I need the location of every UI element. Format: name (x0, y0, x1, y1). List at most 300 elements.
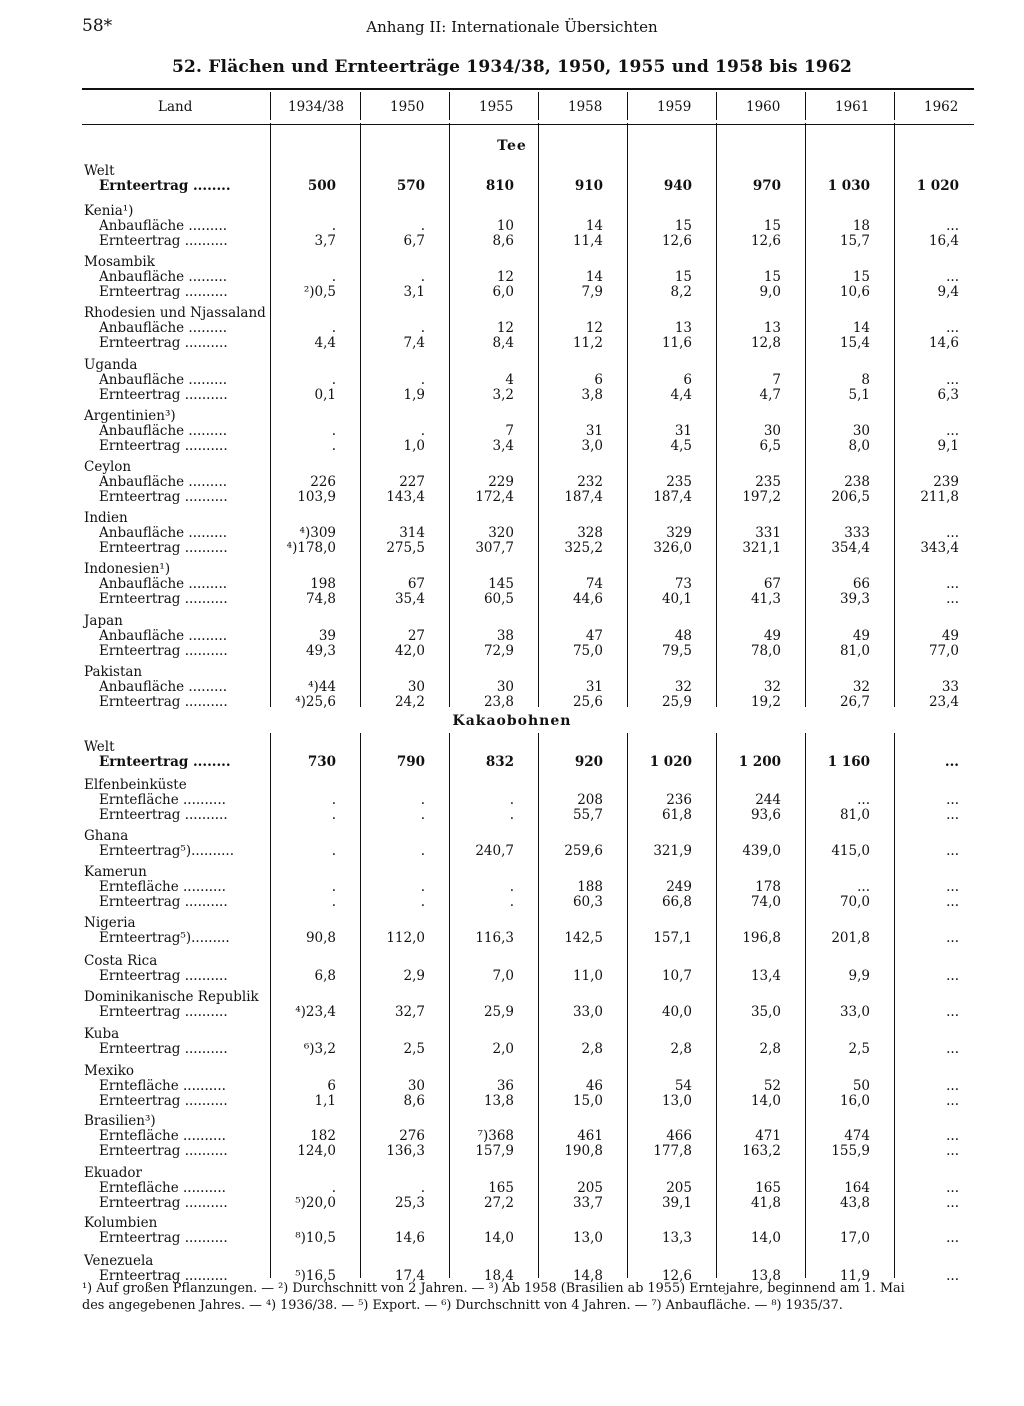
table-cell: 39 (318, 628, 336, 644)
table-cell: 11,9 (839, 1268, 870, 1284)
table-cell: ... (946, 807, 959, 823)
row-label: Anbaufläche ......... (99, 320, 228, 336)
table-cell: 90,8 (305, 930, 336, 946)
table-cell: 3,1 (403, 284, 425, 300)
column-rule (360, 92, 361, 120)
country-name: Nigeria (84, 915, 136, 931)
country-name: Ghana (84, 828, 129, 844)
table-cell: 2,8 (581, 1041, 603, 1057)
column-rule (805, 92, 806, 120)
table-cell: ⁵)16,5 (295, 1268, 336, 1284)
table-cell: ... (857, 879, 870, 895)
table-cell: . (331, 879, 336, 895)
table-cell: 5,1 (848, 387, 870, 403)
table-cell: ... (946, 525, 959, 541)
table-cell: 30 (852, 423, 870, 439)
table-cell: ⁴)44 (308, 679, 336, 695)
table-cell: 1,9 (403, 387, 425, 403)
table-cell: . (331, 792, 336, 808)
table-cell: 3,7 (314, 233, 336, 249)
column-rule (894, 92, 895, 120)
table-cell: . (420, 1180, 425, 1196)
country-name: Pakistan (84, 664, 143, 680)
table-cell: 61,8 (661, 807, 692, 823)
table-cell: 67 (407, 576, 425, 592)
table-cell: . (509, 807, 514, 823)
table-cell: 27 (407, 628, 425, 644)
table-cell: 74,0 (750, 894, 781, 910)
table-cell: 439,0 (742, 843, 781, 859)
row-label: Ernteertrag .......... (99, 1004, 228, 1020)
table-title: 52. Flächen und Ernteerträge 1934/38, 1950, 1955 und 1958 bis 1962 (171, 57, 853, 77)
table-cell: 196,8 (742, 930, 781, 946)
table-cell: 2,5 (848, 1041, 870, 1057)
table-cell: 1 160 (827, 754, 870, 770)
table-cell: 39,3 (839, 591, 870, 607)
table-cell: 307,7 (475, 540, 514, 556)
table-cell: 13,0 (661, 1093, 692, 1109)
table-cell: 9,4 (937, 284, 959, 300)
row-label: Ernteertrag .......... (99, 540, 228, 556)
country-name: Indien (84, 510, 128, 526)
table-cell: 3,8 (581, 387, 603, 403)
table-cell: 13,8 (750, 1268, 781, 1284)
table-cell: 15 (852, 269, 870, 285)
table-cell: . (420, 792, 425, 808)
table-cell: 7,9 (581, 284, 603, 300)
table-cell: . (331, 843, 336, 859)
table-cell: 165 (488, 1180, 514, 1196)
table-cell: 314 (399, 525, 425, 541)
table-cell: 1 200 (738, 754, 781, 770)
table-cell: 66 (852, 576, 870, 592)
row-label: Ernteertrag .......... (99, 643, 228, 659)
section-title: Kakaobohnen (452, 713, 572, 729)
column-rule (716, 92, 717, 120)
country-name: Rhodesien und Njassaland (84, 305, 266, 321)
table-cell: ⁴)25,6 (295, 694, 336, 710)
table-cell: 832 (485, 754, 514, 770)
table-cell: 8,0 (848, 438, 870, 454)
table-cell: 178 (755, 879, 781, 895)
table-cell: 30 (407, 679, 425, 695)
table-cell: 26,7 (839, 694, 870, 710)
table-cell: 7,4 (403, 335, 425, 351)
table-cell: 4,4 (670, 387, 692, 403)
table-cell: 6 (327, 1078, 336, 1094)
table-cell: 6,3 (937, 387, 959, 403)
table-cell: ... (946, 968, 959, 984)
table-cell: 33,0 (839, 1004, 870, 1020)
table-cell: 16,0 (839, 1093, 870, 1109)
country-name: Indonesien¹) (84, 561, 171, 577)
table-cell: 78,0 (750, 643, 781, 659)
country-name: Dominikanische Republik (84, 989, 259, 1005)
table-cell: 7,0 (492, 968, 514, 984)
table-cell: 33 (941, 679, 959, 695)
country-name: Kenia¹) (84, 203, 134, 219)
table-cell: 790 (396, 754, 425, 770)
table-cell: 920 (574, 754, 603, 770)
table-cell: 259,6 (564, 843, 603, 859)
table-cell: 172,4 (475, 489, 514, 505)
table-cell: 7 (772, 372, 781, 388)
table-cell: 103,9 (297, 489, 336, 505)
table-cell: 74,8 (305, 591, 336, 607)
table-cell: 12 (496, 269, 514, 285)
country-name: Brasilien³) (84, 1113, 156, 1129)
table-cell: 275,5 (386, 540, 425, 556)
table-cell: ⁸)10,5 (295, 1230, 336, 1246)
table-cell: 79,5 (661, 643, 692, 659)
column-header-year: 1950 (390, 99, 425, 115)
table-cell: . (331, 218, 336, 234)
column-header-row (82, 88, 974, 125)
table-cell: 1,1 (314, 1093, 336, 1109)
table-cell: . (331, 807, 336, 823)
column-rule (538, 92, 539, 120)
table-cell: 40,0 (661, 1004, 692, 1020)
country-name: Venezuela (84, 1253, 154, 1269)
row-label: Anbaufläche ......... (99, 474, 228, 490)
country-name: Kolumbien (84, 1215, 158, 1231)
table-cell: 970 (752, 178, 781, 194)
table-cell: 14,6 (928, 335, 959, 351)
row-label: Ernteertrag .......... (99, 1195, 228, 1211)
table-cell: 38 (496, 628, 514, 644)
table-cell: 2,9 (403, 968, 425, 984)
table-cell: . (331, 423, 336, 439)
row-label: Anbaufläche ......... (99, 269, 228, 285)
table-cell: 112,0 (386, 930, 425, 946)
table-cell: 12,6 (661, 233, 692, 249)
table-cell: 163,2 (742, 1143, 781, 1159)
table-cell: 6 (594, 372, 603, 388)
table-cell: . (420, 423, 425, 439)
table-cell: 14,0 (750, 1093, 781, 1109)
row-label: Ernteertrag .......... (99, 1143, 228, 1159)
table-cell: 15 (763, 269, 781, 285)
column-rule (360, 123, 361, 707)
table-cell: 8 (861, 372, 870, 388)
table-cell: 25,9 (483, 1004, 514, 1020)
column-header-land: Land (158, 99, 193, 115)
table-cell: ... (946, 591, 959, 607)
table-cell: 35,0 (750, 1004, 781, 1020)
column-rule (270, 123, 271, 707)
table-cell: . (420, 894, 425, 910)
table-cell: 325,2 (564, 540, 603, 556)
table-cell: 54 (674, 1078, 692, 1094)
table-cell: 2,0 (492, 1041, 514, 1057)
table-cell: 2,8 (670, 1041, 692, 1057)
table-cell: 240,7 (475, 843, 514, 859)
row-label: Erntefläche .......... (99, 1128, 226, 1144)
table-cell: . (331, 320, 336, 336)
table-cell: 187,4 (653, 489, 692, 505)
table-cell: 276 (399, 1128, 425, 1144)
table-cell: 81,0 (839, 807, 870, 823)
table-cell: ... (946, 372, 959, 388)
table-cell: 49 (763, 628, 781, 644)
table-cell: 43,8 (839, 1195, 870, 1211)
row-label: Anbaufläche ......... (99, 576, 228, 592)
table-cell: 321,1 (742, 540, 781, 556)
table-cell: 164 (844, 1180, 870, 1196)
table-cell: 321,9 (653, 843, 692, 859)
table-cell: 10,7 (661, 968, 692, 984)
row-label: Ernteertrag .......... (99, 1093, 228, 1109)
column-header-year: 1960 (746, 99, 781, 115)
row-label: Erntefläche .......... (99, 879, 226, 895)
table-cell: 201,8 (831, 930, 870, 946)
table-cell: ... (946, 1078, 959, 1094)
table-cell: 333 (844, 525, 870, 541)
table-cell: 81,0 (839, 643, 870, 659)
table-cell: 17,0 (839, 1230, 870, 1246)
table-cell: 13 (674, 320, 692, 336)
table-cell: ... (946, 1128, 959, 1144)
table-cell: 14 (585, 218, 603, 234)
row-label: Ernteertrag ........ (99, 754, 231, 770)
table-cell: 93,6 (750, 807, 781, 823)
table-cell: ... (946, 1041, 959, 1057)
table-cell: 143,4 (386, 489, 425, 505)
table-cell: 9,1 (937, 438, 959, 454)
country-name: Elfenbeinküste (84, 777, 187, 793)
table-cell: 10,6 (839, 284, 870, 300)
table-cell: 31 (585, 679, 603, 695)
table-cell: 206,5 (831, 489, 870, 505)
table-cell: 198 (310, 576, 336, 592)
table-cell: 236 (666, 792, 692, 808)
table-cell: 1 030 (827, 178, 870, 194)
table-cell: ⁴)178,0 (286, 540, 336, 556)
row-label: Ernteertrag .......... (99, 807, 228, 823)
column-header-year: 1962 (924, 99, 959, 115)
row-label: Ernteertrag .......... (99, 233, 228, 249)
table-cell: 244 (755, 792, 781, 808)
table-cell: . (331, 894, 336, 910)
column-header-year: 1961 (835, 99, 870, 115)
table-cell: 190,8 (564, 1143, 603, 1159)
table-cell: 10 (496, 218, 514, 234)
table-cell: 32 (852, 679, 870, 695)
row-label: Ernteertrag .......... (99, 335, 228, 351)
table-cell: 60,3 (572, 894, 603, 910)
row-label: Ernteertrag .......... (99, 387, 228, 403)
column-header-year: 1955 (479, 99, 514, 115)
table-cell: 8,2 (670, 284, 692, 300)
table-cell: 9,9 (848, 968, 870, 984)
row-label: Ernteertrag .......... (99, 1268, 228, 1284)
table-cell: 211,8 (920, 489, 959, 505)
table-cell: 15 (674, 218, 692, 234)
table-cell: 16,4 (928, 233, 959, 249)
table-cell: 25,9 (661, 694, 692, 710)
row-label: Anbaufläche ......... (99, 679, 228, 695)
table-cell: ... (946, 1093, 959, 1109)
table-cell: 23,8 (483, 694, 514, 710)
table-cell: 14,0 (750, 1230, 781, 1246)
table-cell: 124,0 (297, 1143, 336, 1159)
row-label: Erntefläche .......... (99, 792, 226, 808)
table-cell: 30 (496, 679, 514, 695)
table-cell: 188 (577, 879, 603, 895)
table-cell: ⁷)368 (477, 1128, 514, 1144)
column-rule (716, 123, 717, 707)
row-label: Ernteertrag .......... (99, 694, 228, 710)
table-cell: 328 (577, 525, 603, 541)
table-cell: ... (946, 879, 959, 895)
table-cell: 3,0 (581, 438, 603, 454)
table-cell: 40,1 (661, 591, 692, 607)
table-cell: 13,4 (750, 968, 781, 984)
table-cell: 466 (666, 1128, 692, 1144)
table-cell: 354,4 (831, 540, 870, 556)
table-cell: 197,2 (742, 489, 781, 505)
country-name: Welt (84, 163, 115, 179)
country-name: Kuba (84, 1026, 120, 1042)
table-cell: 238 (844, 474, 870, 490)
table-cell: . (420, 372, 425, 388)
table-cell: 67 (763, 576, 781, 592)
table-cell: 570 (396, 178, 425, 194)
table-cell: 39,1 (661, 1195, 692, 1211)
row-label: Anbaufläche ......... (99, 423, 228, 439)
table-cell: 229 (488, 474, 514, 490)
table-cell: 13,8 (483, 1093, 514, 1109)
table-cell: 14,8 (572, 1268, 603, 1284)
table-cell: 33,7 (572, 1195, 603, 1211)
row-label: Ernteertrag .......... (99, 591, 228, 607)
country-name: Costa Rica (84, 953, 158, 969)
country-name: Mosambik (84, 254, 155, 270)
table-cell: 42,0 (394, 643, 425, 659)
table-cell: 74 (585, 576, 603, 592)
table-cell: 9,0 (759, 284, 781, 300)
table-cell: 0,1 (314, 387, 336, 403)
section-title: Tee (497, 138, 527, 154)
column-rule (449, 123, 450, 707)
table-cell: ²)0,5 (303, 284, 336, 300)
table-cell: . (331, 269, 336, 285)
table-cell: 66,8 (661, 894, 692, 910)
country-name: Mexiko (84, 1063, 135, 1079)
table-cell: 6,0 (492, 284, 514, 300)
table-cell: ... (946, 1195, 959, 1211)
table-cell: ... (946, 930, 959, 946)
table-cell: . (420, 269, 425, 285)
table-cell: 177,8 (653, 1143, 692, 1159)
table-cell: . (509, 879, 514, 895)
table-cell: . (509, 792, 514, 808)
table-cell: 6,7 (403, 233, 425, 249)
table-cell: 3,4 (492, 438, 514, 454)
table-cell: ⁵)20,0 (295, 1195, 336, 1211)
row-label: Ernteertrag ........ (99, 178, 231, 194)
table-cell: 15,4 (839, 335, 870, 351)
table-cell: 18 (852, 218, 870, 234)
country-name: Japan (84, 613, 123, 629)
column-rule (538, 123, 539, 707)
column-rule (627, 92, 628, 120)
table-cell: 70,0 (839, 894, 870, 910)
table-cell: ... (946, 1004, 959, 1020)
table-cell: 15,0 (572, 1093, 603, 1109)
table-cell: 145 (488, 576, 514, 592)
table-cell: 6,5 (759, 438, 781, 454)
table-cell: 32 (763, 679, 781, 695)
table-cell: 1 020 (916, 178, 959, 194)
row-label: Ernteertrag .......... (99, 894, 228, 910)
row-label: Erntefläche .......... (99, 1180, 226, 1196)
table-cell: 77,0 (928, 643, 959, 659)
table-cell: 30 (763, 423, 781, 439)
table-cell: ... (946, 320, 959, 336)
table-cell: ⁴)23,4 (295, 1004, 336, 1020)
table-cell: 14 (585, 269, 603, 285)
table-cell: 235 (755, 474, 781, 490)
table-cell: 6,8 (314, 968, 336, 984)
table-cell: 4,7 (759, 387, 781, 403)
table-cell: . (420, 879, 425, 895)
table-cell: 157,9 (475, 1143, 514, 1159)
table-cell: 31 (674, 423, 692, 439)
row-label: Ernteertrag .......... (99, 284, 228, 300)
table-cell: ... (946, 1230, 959, 1246)
table-cell: 3,2 (492, 387, 514, 403)
table-cell: 23,4 (928, 694, 959, 710)
table-cell: 46 (585, 1078, 603, 1094)
table-cell: 7 (505, 423, 514, 439)
table-cell: 205 (666, 1180, 692, 1196)
table-cell: 1,0 (403, 438, 425, 454)
column-rule (894, 123, 895, 707)
table-cell: 232 (577, 474, 603, 490)
table-cell: 60,5 (483, 591, 514, 607)
table-cell: 48 (674, 628, 692, 644)
table-cell: 49,3 (305, 643, 336, 659)
table-cell: ... (946, 1268, 959, 1284)
table-cell: 4,4 (314, 335, 336, 351)
table-cell: 27,2 (483, 1195, 514, 1211)
table-cell: 47 (585, 628, 603, 644)
table-cell: . (331, 372, 336, 388)
table-cell: ... (946, 423, 959, 439)
row-label: Ernteertrag .......... (99, 1041, 228, 1057)
table-cell: 329 (666, 525, 692, 541)
table-cell: 11,0 (572, 968, 603, 984)
table-cell: 18,4 (483, 1268, 514, 1284)
table-cell: 326,0 (653, 540, 692, 556)
table-cell: 226 (310, 474, 336, 490)
table-cell: 24,2 (394, 694, 425, 710)
table-cell: 320 (488, 525, 514, 541)
table-cell: 13,3 (661, 1230, 692, 1246)
table-cell: ... (946, 792, 959, 808)
table-cell: 415,0 (831, 843, 870, 859)
table-cell: 940 (663, 178, 692, 194)
table-cell: 30 (407, 1078, 425, 1094)
table-cell: 41,8 (750, 1195, 781, 1211)
page-header: Anhang II: Internationale Übersichten (366, 18, 658, 36)
row-label: Ernteertrag .......... (99, 438, 228, 454)
table-cell: 73 (674, 576, 692, 592)
table-cell: 6 (683, 372, 692, 388)
table-cell: . (331, 1180, 336, 1196)
table-cell: 810 (485, 178, 514, 194)
